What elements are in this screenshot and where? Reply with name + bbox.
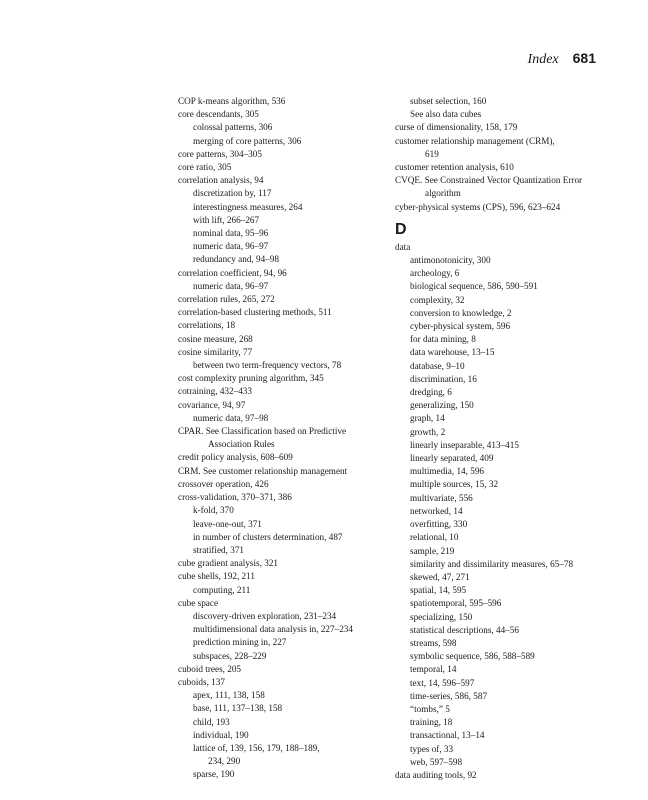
index-entry: cosine similarity, 77 xyxy=(178,346,253,357)
index-entry: customer retention analysis, 610 xyxy=(395,162,514,173)
index-subentry: subspaces, 228–229 xyxy=(193,650,267,661)
index-subentry: linearly separated, 409 xyxy=(410,453,494,464)
index-entry: correlation-based clustering methods, 511 xyxy=(178,307,332,318)
index-subentry: individual, 190 xyxy=(193,729,249,740)
index-subentry: text, 14, 596–597 xyxy=(410,677,475,688)
index-entry: cube shells, 192, 211 xyxy=(178,571,255,582)
index-entry-continuation: Association Rules xyxy=(208,439,275,450)
index-subentry: lattice of, 139, 156, 179, 188–189, xyxy=(193,742,320,753)
index-subentry: in number of clusters determination, 487 xyxy=(193,531,343,542)
index-subentry: between two term-frequency vectors, 78 xyxy=(193,360,342,371)
index-entry: core ratio, 305 xyxy=(178,162,232,173)
index-subentry: biological sequence, 586, 590–591 xyxy=(410,281,538,292)
index-subentry: subset selection, 160 xyxy=(410,96,487,106)
index-subentry: base, 111, 137–138, 158 xyxy=(193,703,283,714)
index-entry: credit policy analysis, 608–609 xyxy=(178,452,293,463)
index-subentry: training, 18 xyxy=(410,717,453,728)
index-entry: cross-validation, 370–371, 386 xyxy=(178,492,292,503)
index-subentry: merging of core patterns, 306 xyxy=(193,135,302,146)
index-subentry: nominal data, 95–96 xyxy=(193,228,269,239)
index-subentry: temporal, 14 xyxy=(410,664,457,675)
index-entry: curse of dimensionality, 158, 179 xyxy=(395,122,518,133)
index-subentry: spatiotemporal, 595–596 xyxy=(410,598,502,609)
index-subentry: transactional, 13–14 xyxy=(410,730,485,741)
index-subentry: colossal patterns, 306 xyxy=(193,122,273,133)
index-subentry: stratified, 371 xyxy=(193,544,245,555)
index-subentry: interestingness measures, 264 xyxy=(193,201,303,212)
index-subentry: relational, 10 xyxy=(410,532,459,543)
index-entry: cube space xyxy=(178,597,219,608)
index-subentry: numeric data, 96–97 xyxy=(193,241,269,252)
index-entry: correlation coefficient, 94, 96 xyxy=(178,267,287,278)
page-number: 681 xyxy=(572,50,596,66)
index-subentry: graph, 14 xyxy=(410,413,445,424)
index-subentry: spatial, 14, 595 xyxy=(410,585,467,596)
index-subentry: multiple sources, 15, 32 xyxy=(410,479,499,490)
index-subentry: “tombs,” 5 xyxy=(410,703,450,714)
index-subentry: statistical descriptions, 44–56 xyxy=(410,624,519,635)
index-subentry: multivariate, 556 xyxy=(410,492,473,503)
index-column-left xyxy=(178,95,390,782)
index-entry: cyber-physical systems (CPS), 596, 623–624 xyxy=(395,201,561,212)
index-subentry: symbolic sequence, 586, 588–589 xyxy=(410,651,535,662)
index-subentry: networked, 14 xyxy=(410,505,463,516)
index-group-c-continued xyxy=(395,95,625,214)
index-entry: crossover operation, 426 xyxy=(178,478,269,489)
index-subentry: computing, 211 xyxy=(193,584,251,595)
index-subentry: similarity and dissimilarity measures, 65–78 xyxy=(410,558,574,569)
index-column-right xyxy=(395,95,625,782)
index-entry-continuation: 234, 290 xyxy=(208,756,241,767)
index-subentry: data warehouse, 13–15 xyxy=(410,347,495,358)
index-subentry: cyber-physical system, 596 xyxy=(410,321,511,332)
index-entry: CRM. See customer relationship management xyxy=(178,465,348,476)
running-head xyxy=(380,48,596,70)
index-subentry: web, 597–598 xyxy=(410,756,463,767)
index-entry: correlation analysis, 94 xyxy=(178,175,264,186)
section-letter-d: D xyxy=(395,220,407,238)
index-subentry: time-series, 586, 587 xyxy=(410,690,488,701)
index-subentry: See also data cubes xyxy=(410,109,482,120)
index-subentry: discrimination, 16 xyxy=(410,373,477,384)
index-subentry: k-fold, 370 xyxy=(193,505,234,516)
index-subentry: growth, 2 xyxy=(410,426,446,437)
index-entry: core descendants, 305 xyxy=(178,109,259,120)
index-entry: correlation rules, 265, 272 xyxy=(178,294,275,305)
index-subentry: child, 193 xyxy=(193,716,230,727)
index-entry: CPAR. See Classification based on Predictive xyxy=(178,426,347,437)
running-head-label: Index xyxy=(527,52,559,67)
index-subentry: discovery-driven exploration, 231–234 xyxy=(193,610,337,621)
index-subentry: database, 9–10 xyxy=(410,360,465,371)
index-entry-continuation: 619 xyxy=(425,148,439,159)
index-entry: cosine measure, 268 xyxy=(178,333,253,344)
index-subentry: skewed, 47, 271 xyxy=(410,571,470,582)
index-entry: cuboid trees, 205 xyxy=(178,663,242,674)
index-entry: cuboids, 137 xyxy=(178,676,225,687)
index-entry: core patterns, 304–305 xyxy=(178,148,262,159)
index-subentry: conversion to knowledge, 2 xyxy=(410,307,512,318)
index-entry: cost complexity pruning algorithm, 345 xyxy=(178,373,324,384)
index-subentry: generalizing, 150 xyxy=(410,400,474,411)
index-subentry: overfitting, 330 xyxy=(410,519,468,530)
index-subentry: types of, 33 xyxy=(410,743,454,754)
index-entry: data xyxy=(395,241,411,252)
index-subentry: archeology, 6 xyxy=(410,268,460,279)
index-subentry: discretization by, 117 xyxy=(193,188,272,199)
index-subentry: dredging, 6 xyxy=(410,387,452,398)
index-subentry: numeric data, 97–98 xyxy=(193,412,269,423)
index-subentry: redundancy and, 94–98 xyxy=(193,254,279,265)
index-subentry: complexity, 32 xyxy=(410,294,465,305)
index-entry-continuation: algorithm xyxy=(425,188,461,199)
index-entry: COP k-means algorithm, 536 xyxy=(178,96,286,106)
index-subentry: with lift, 266–267 xyxy=(193,214,260,225)
index-entry: CVQE. See Constrained Vector Quantization Error xyxy=(395,175,583,186)
index-entry: covariance, 94, 97 xyxy=(178,399,246,410)
index-subentry: leave-one-out, 371 xyxy=(193,518,262,529)
index-group-d xyxy=(395,241,625,782)
index-entry: correlations, 18 xyxy=(178,320,236,331)
index-entry: customer relationship management (CRM), xyxy=(395,135,555,146)
index-subentry: multidimensional data analysis in, 227–234 xyxy=(193,624,353,635)
index-subentry: sample, 219 xyxy=(410,545,455,556)
index-subentry: prediction mining in, 227 xyxy=(193,637,287,648)
index-subentry: apex, 111, 138, 158 xyxy=(193,690,265,701)
index-subentry: multimedia, 14, 596 xyxy=(410,466,485,477)
index-subentry: streams, 598 xyxy=(410,637,457,648)
index-subentry: linearly inseparable, 413–415 xyxy=(410,439,519,450)
index-subentry: specializing, 150 xyxy=(410,611,473,622)
index-entry: data auditing tools, 92 xyxy=(395,769,477,780)
index-subentry: sparse, 190 xyxy=(193,769,235,780)
index-subentry: numeric data, 96–97 xyxy=(193,280,269,291)
index-entry: cotraining, 432–433 xyxy=(178,386,252,397)
index-subentry: antimonotonicity, 300 xyxy=(410,255,491,266)
index-entry: cube gradient analysis, 321 xyxy=(178,558,279,569)
index-subentry: for data mining, 8 xyxy=(410,334,476,345)
